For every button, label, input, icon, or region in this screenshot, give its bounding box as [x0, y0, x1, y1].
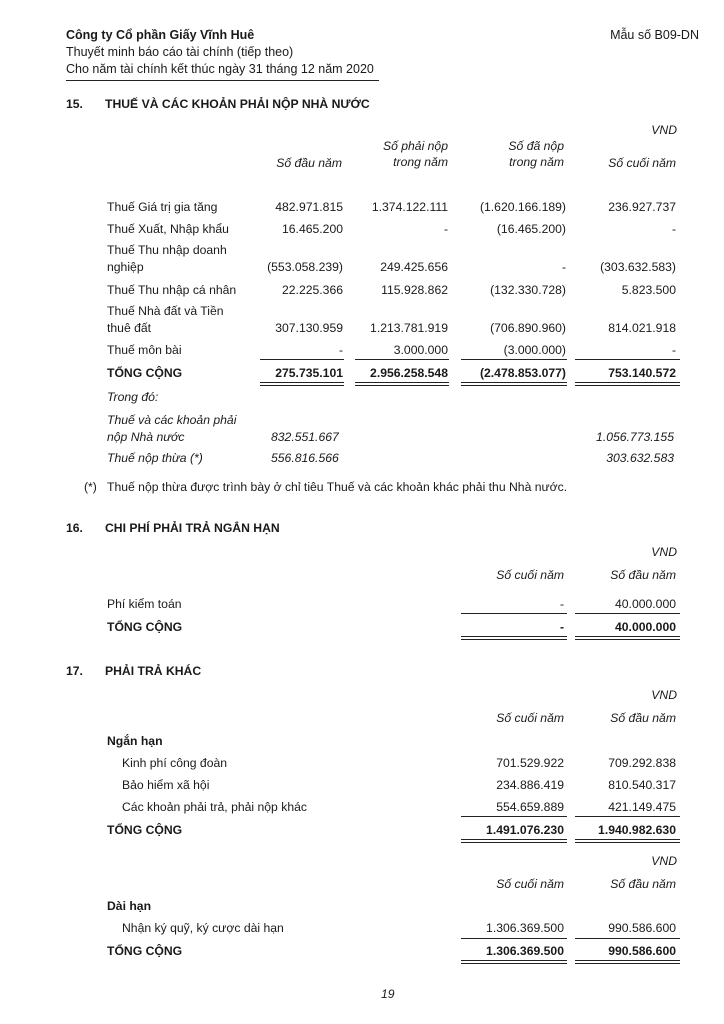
col-header-payable: Số phải nộp	[382, 139, 448, 153]
cell-opening: 990.586.600	[608, 921, 676, 935]
cell-opening: 832.551.667	[271, 430, 339, 444]
cell-opening: 709.292.838	[608, 756, 676, 770]
cell-closing: 1.056.773.155	[596, 430, 674, 444]
cell-opening: -	[338, 343, 343, 357]
double-rule	[461, 382, 567, 386]
cell-opening: 421.149.475	[608, 800, 676, 814]
footnote-text: Thuế nộp thừa được trình bày ở chỉ tiêu Thuế và các khoản khác phải thu Nhà nước.	[107, 480, 568, 494]
row-label-cont: nộp Nhà nước	[107, 430, 185, 444]
column-rule	[461, 359, 567, 360]
column-rule	[260, 359, 344, 360]
cell-closing: 1.306.369.500	[486, 921, 564, 935]
row-label-cont: thuê đất	[107, 321, 152, 335]
col-header-closing: Số cuối năm	[496, 568, 564, 582]
total-closing: -	[559, 620, 564, 634]
currency-label: VND	[651, 123, 677, 137]
double-rule	[575, 839, 680, 843]
group-label-short-term: Ngắn hạn	[107, 734, 163, 748]
cell-opening: 307.130.959	[275, 321, 343, 335]
row-label: Kinh phí công đoàn	[122, 756, 228, 770]
total-paid: (2.478.853.077)	[479, 366, 566, 380]
row-label: Thuế Thu nhập doanh	[107, 243, 227, 257]
double-rule	[260, 382, 344, 386]
double-rule	[575, 636, 680, 640]
row-label: Nhận ký quỹ, ký cược dài hạn	[122, 921, 284, 935]
cell-closing: -	[671, 222, 676, 236]
cell-closing: (303.632.583)	[600, 260, 676, 274]
total-label: TỔNG CỘNG	[107, 366, 183, 380]
double-rule	[461, 960, 567, 964]
section-title: THUẾ VÀ CÁC KHOẢN PHẢI NỘP NHÀ NƯỚC	[105, 97, 370, 111]
row-label: Phí kiểm toán	[107, 597, 182, 611]
cell-opening: 482.971.815	[275, 200, 343, 214]
col-header-payable-2: trong năm	[393, 155, 448, 169]
column-rule	[461, 816, 567, 817]
report-period: Cho năm tài chính kết thúc ngày 31 tháng 12 năm 2020	[66, 62, 374, 76]
total-label: TỔNG CỘNG	[107, 944, 183, 958]
row-label: Thuế và các khoản phải	[107, 413, 237, 427]
cell-opening: 40.000.000	[615, 597, 676, 611]
section-number: 17.	[66, 664, 83, 678]
total-closing: 1.306.369.500	[486, 944, 564, 958]
footnote-mark: (*)	[84, 480, 97, 494]
row-label: Thuế nộp thừa (*)	[107, 451, 203, 465]
double-rule	[575, 960, 680, 964]
cell-closing: 234.886.419	[496, 778, 564, 792]
column-rule	[575, 816, 680, 817]
col-header-paid: Số đã nộp	[508, 139, 564, 153]
section-number: 15.	[66, 97, 83, 111]
currency-label: VND	[651, 854, 677, 868]
currency-label: VND	[651, 545, 677, 559]
section-number: 16.	[66, 521, 83, 535]
cell-closing: 303.632.583	[606, 451, 674, 465]
cell-payable: -	[443, 222, 448, 236]
total-closing: 1.491.076.230	[486, 823, 564, 837]
double-rule	[575, 382, 680, 386]
column-rule	[355, 359, 449, 360]
cell-closing: 5.823.500	[621, 283, 676, 297]
cell-closing: -	[671, 343, 676, 357]
col-header-paid-2: trong năm	[509, 155, 564, 169]
total-opening: 40.000.000	[615, 620, 676, 634]
col-header-opening: Số đầu năm	[610, 711, 676, 725]
row-label: Thuế Xuất, Nhập khẩu	[107, 222, 229, 236]
cell-payable: 249.425.656	[380, 260, 448, 274]
currency-label: VND	[651, 688, 677, 702]
section-title: CHI PHÍ PHẢI TRẢ NGẮN HẠN	[105, 521, 280, 535]
total-opening: 990.586.600	[608, 944, 676, 958]
cell-payable: 3.000.000	[393, 343, 448, 357]
total-opening: 1.940.982.630	[598, 823, 676, 837]
group-label-long-term: Dài hạn	[107, 899, 152, 913]
total-label: TỔNG CỘNG	[107, 620, 183, 634]
row-label: Thuế Thu nhập cá nhân	[107, 283, 237, 297]
cell-opening: 556.816.566	[271, 451, 339, 465]
total-label: TỔNG CỘNG	[107, 823, 183, 837]
company-name: Công ty Cổ phần Giấy Vĩnh Huê	[66, 28, 255, 42]
cell-closing: 701.529.922	[496, 756, 564, 770]
col-header-closing: Số cuối năm	[608, 156, 676, 170]
row-label: Bảo hiểm xã hội	[122, 778, 210, 792]
total-opening: 275.735.101	[275, 366, 343, 380]
cell-opening: 810.540.317	[608, 778, 676, 792]
page-number: 19	[381, 987, 395, 1001]
double-rule	[461, 636, 567, 640]
col-header-opening: Số đầu năm	[610, 877, 676, 891]
cell-payable: 1.213.781.919	[370, 321, 448, 335]
cell-paid: (1.620.166.189)	[479, 200, 566, 214]
cell-closing: 554.659.889	[496, 800, 564, 814]
cell-opening: 22.225.366	[282, 283, 343, 297]
cell-closing: -	[559, 597, 564, 611]
header-divider	[66, 80, 379, 81]
col-header-closing: Số cuối năm	[496, 877, 564, 891]
total-closing: 753.140.572	[608, 366, 676, 380]
cell-paid: (706.890.960)	[490, 321, 566, 335]
cell-closing: 814.021.918	[608, 321, 676, 335]
report-subtitle: Thuyết minh báo cáo tài chính (tiếp theo)	[66, 45, 294, 59]
cell-paid: (16.465.200)	[496, 222, 566, 236]
col-header-opening: Số đầu năm	[276, 156, 342, 170]
row-label-cont: nghiệp	[107, 260, 144, 274]
row-label: Các khoản phải trả, phải nộp khác	[122, 800, 307, 814]
row-label: Thuế Giá trị gia tăng	[107, 200, 218, 214]
column-rule	[575, 359, 680, 360]
cell-payable: 1.374.122.111	[371, 200, 448, 214]
cell-payable: 115.928.862	[381, 283, 448, 297]
row-label: Thuế môn bài	[107, 343, 182, 357]
cell-closing: 236.927.737	[608, 200, 676, 214]
col-header-closing: Số cuối năm	[496, 711, 564, 725]
of-which-label: Trong đó:	[107, 390, 159, 404]
total-payable: 2.956.258.548	[370, 366, 448, 380]
row-label: Thuế Nhà đất và Tiền	[107, 304, 224, 318]
cell-opening: (553.058.239)	[267, 260, 343, 274]
form-code: Mẫu số B09-DN	[610, 28, 699, 42]
section-title: PHẢI TRẢ KHÁC	[105, 664, 202, 678]
column-rule	[575, 938, 680, 939]
cell-paid: (3.000.000)	[503, 343, 566, 357]
cell-paid: -	[561, 260, 566, 274]
col-header-opening: Số đầu năm	[610, 568, 676, 582]
double-rule	[461, 839, 567, 843]
cell-opening: 16.465.200	[282, 222, 343, 236]
cell-paid: (132.330.728)	[490, 283, 566, 297]
column-rule	[461, 613, 567, 614]
double-rule	[355, 382, 449, 386]
column-rule	[575, 613, 680, 614]
column-rule	[461, 938, 567, 939]
